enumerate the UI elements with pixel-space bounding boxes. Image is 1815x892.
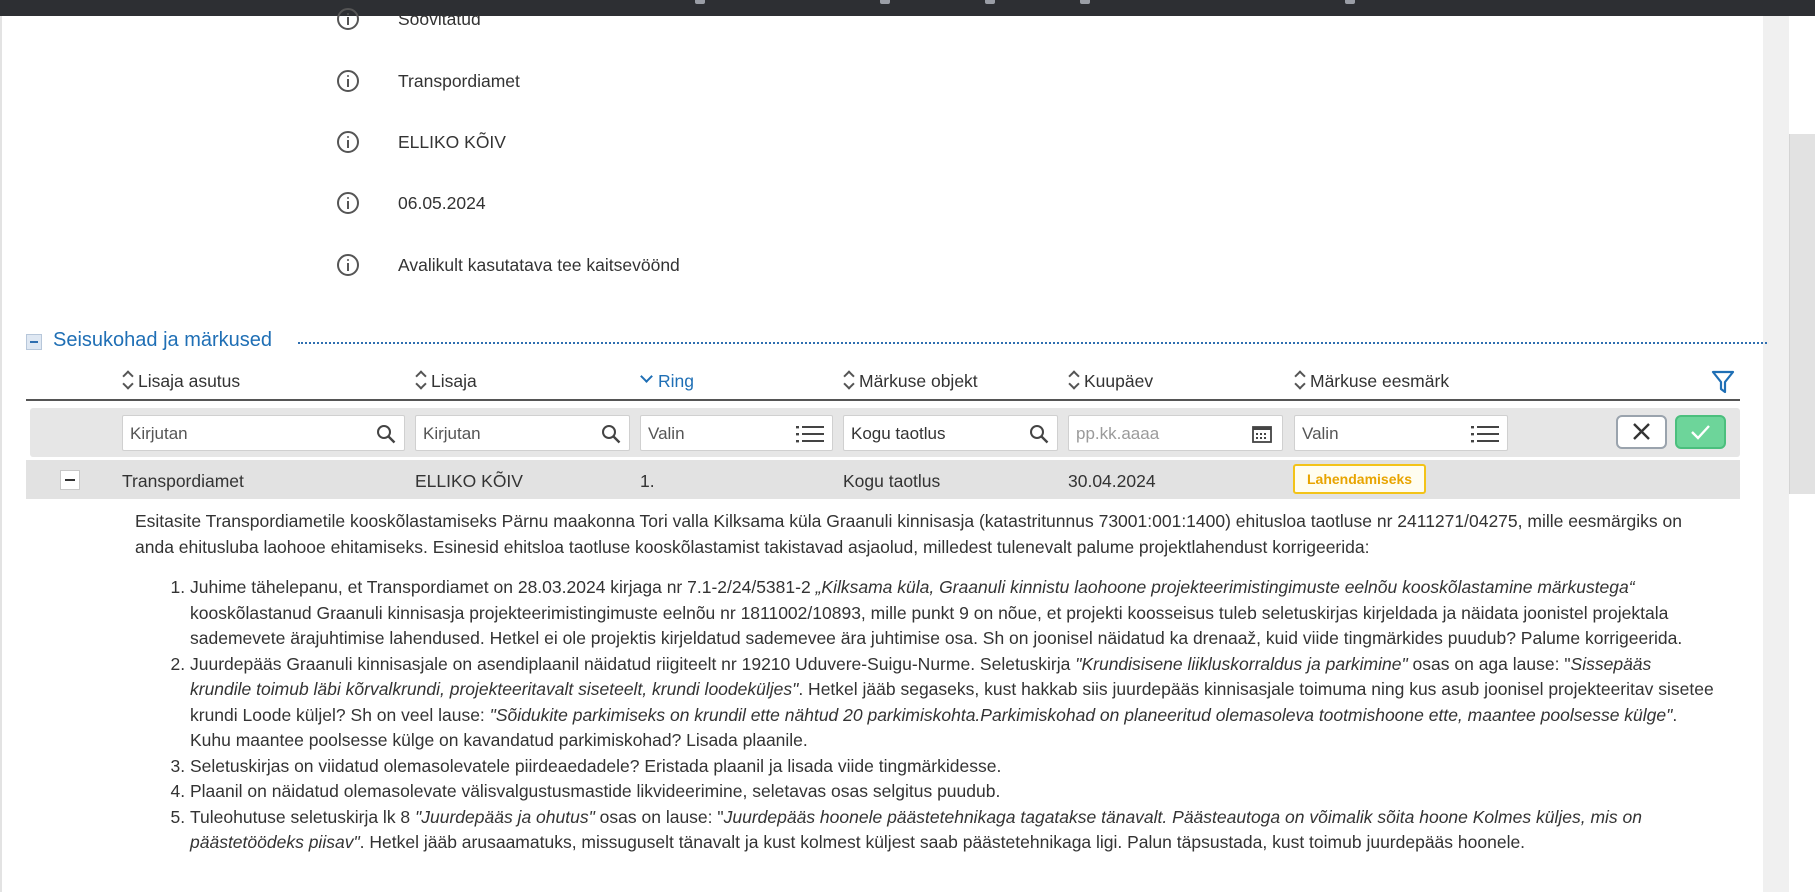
column-label: Märkuse objekt — [859, 371, 978, 391]
filter-placeholder: Kirjutan — [423, 424, 481, 443]
list-icon — [796, 425, 824, 443]
list-item: 1. Juhime tähelepanu, et Transpordiamet on 28.03.2024 kirjaga nr 7.1-2/24/5381-2 „Kilksama küla, Graanuli kinnistu laohoone projekteerimistingimuste eelnõu kooskõlastamine märkustega“ kooskõlastanud Graanuli kinnisasja projekteerimistingimuste eelnõu nr 1811002/10893, mille punkt 9 on nõue, et projekti koosseisus tuleb seletuskirjas kirjeldada ja näidata joonistel projektala sademevete ärajuhtimise lahendused. Hetkel ei ole projektis kirjeldatud sademevee ära juhtimise osa. Sh on joonisel näidatud ka drenaaž, kuid viide tingmärkides puudub? Palume korrigeerida. — [190, 575, 1715, 652]
filter-placeholder: pp.kk.aaaa — [1076, 424, 1160, 443]
field-value: Avalikult kasutatava tee kaitsevöönd — [398, 255, 680, 275]
calendar-icon[interactable] — [1252, 425, 1272, 443]
column-header-lisaja-asutus[interactable] — [122, 370, 240, 396]
field-row-approver — [0, 127, 1200, 157]
column-label: Kuupäev — [1084, 371, 1154, 391]
list-item: 3. Seletuskirjas on viidatud olemasolevatele piirdeaedadele? Eristada plaanil ja lisada viide tingmärkidesse. — [190, 754, 1715, 780]
field-value: ELLIKO KÕIV — [398, 132, 506, 152]
section-divider — [298, 342, 1767, 344]
sort-icon — [415, 370, 427, 390]
filter-icon[interactable] — [1711, 369, 1735, 395]
field-value: Transpordiamet — [398, 71, 520, 91]
cell-ring: 1. — [640, 471, 655, 491]
list-item: 5. Tuleohutuse seletuskirja lk 8 "Juurdepääs ja ohutus" osas on lause: "Juurdepääs hoonele päästetehnikaga tagatakse tänavalt. Päästeautoga on võimalik sõita hoone Kolmes küljes, mis on päästetöödeks piisav". Hetkel jääb arusaamatuks, missuguselt tänavalt ja kust kolmest küljest saab päästetehnikaga ligi. Palun täpsustada, kust toimub juurdepääs hoonele. — [190, 805, 1715, 856]
comment-intro: Esitasite Transpordiametile kooskõlastamiseks Pärnu maakonna Tori valla Kilksama küla Graanuli kinnisasja (katastritunnus 73001:001:1400) ehitusloa taotluse nr 2411271/04275, mille eesmärgiks on anda ehitusluba laohooe ehitamiseks. Esinesid ehitsloa taotluse kooskõlastamist takistavad asjaolud, milledest tulenevalt palume projektlahendust korrigeerida: — [135, 511, 1683, 557]
section-title[interactable]: Seisukohad ja märkused — [53, 329, 273, 351]
filter-eesmark-select[interactable] — [1294, 415, 1508, 451]
list-item: 2. Juurdepääs Graanuli kinnisasjale on asendiplaanil näidatud riigiteelt nr 19210 Uduvere-Suigu-Nurme. Seletuskirja "Krundisisene liikluskorraldus ja parkimine" osas on aga lause: "Sissepääs krundile toimub läbi kõrvalkrundi, projekteeritavalt siseteelt, krundi loodeküljes". Hetkel jääb segaseks, kust hakkab siis juurdepääs kinnisasjale toimuma ning kus asub joonisel projekteeritav sisetee krundi Loode küljel? Sh on veel lause: "Sõidukite parkimiseks on krundil ette nähtud 20 parkimiskohta.Parkimiskohad on planeeritud olemasoleva tootmishoone ette, maantee poolsesse külge". Kuhu maantee poolsesse külge on kavandatud parkimiskohad? Lisada plaanile. — [190, 652, 1715, 754]
scrollbar-track[interactable] — [1763, 16, 1789, 892]
close-icon — [1618, 417, 1665, 447]
field-row-agency — [0, 66, 1200, 96]
column-label: Lisaja asutus — [138, 371, 241, 391]
search-icon[interactable] — [376, 424, 396, 444]
section-header — [26, 328, 1740, 358]
info-icon[interactable] — [337, 254, 359, 276]
filter-placeholder: Kirjutan — [130, 424, 188, 443]
column-header-eesmark[interactable] — [1294, 370, 1449, 396]
filter-ring-select[interactable] — [640, 415, 833, 451]
info-icon[interactable] — [337, 131, 359, 153]
column-header-lisaja[interactable] — [415, 370, 477, 396]
column-label: Lisaja — [431, 371, 477, 391]
collapse-section-button[interactable] — [26, 334, 42, 350]
collapse-row-button[interactable] — [60, 470, 80, 490]
filter-placeholder: Valin — [1302, 424, 1339, 443]
comment-list — [135, 575, 1715, 856]
filter-value: Kogu taotlus — [851, 424, 946, 443]
column-label: Märkuse eesmärk — [1310, 371, 1450, 391]
filter-kuupaev-input[interactable] — [1068, 415, 1283, 451]
list-icon — [1471, 425, 1499, 443]
column-header-kuupaev[interactable] — [1068, 370, 1153, 396]
table-row[interactable] — [26, 460, 1740, 499]
sort-desc-icon — [640, 370, 654, 390]
comment-body — [135, 509, 1715, 856]
column-label: Ring — [658, 371, 694, 391]
cell-lisaja: ELLIKO KÕIV — [415, 471, 523, 491]
tab-glyph — [1345, 0, 1355, 4]
clear-filters-button[interactable] — [1616, 415, 1667, 449]
column-header-ring[interactable] — [640, 370, 694, 396]
cell-lisaja-asutus: Transpordiamet — [122, 471, 244, 491]
info-icon[interactable] — [337, 70, 359, 92]
scrollbar-thumb[interactable] — [1789, 134, 1815, 494]
column-header-objekt[interactable] — [843, 370, 978, 396]
header-divider — [26, 399, 1740, 401]
field-value: Soovitatud — [398, 9, 481, 29]
field-row-deadline — [0, 188, 1200, 218]
sort-icon — [843, 370, 855, 390]
filter-lisaja-input[interactable] — [415, 415, 630, 451]
filter-placeholder: Valin — [648, 424, 685, 443]
cell-objekt: Kogu taotlus — [843, 471, 941, 491]
search-icon[interactable] — [1029, 424, 1049, 444]
list-item: 4. Plaanil on näidatud olemasolevate välisvalgustusmastide likvideerimine, seletavas osas selgitus puudub. — [190, 779, 1715, 805]
cell-kuupaev: 30.04.2024 — [1068, 471, 1156, 491]
info-icon[interactable] — [337, 8, 359, 30]
info-icon[interactable] — [337, 192, 359, 214]
sort-icon — [122, 370, 134, 390]
filter-lisaja-asutus-input[interactable] — [122, 415, 405, 451]
field-value: 06.05.2024 — [398, 193, 486, 213]
check-icon — [1677, 417, 1724, 447]
search-icon[interactable] — [601, 424, 621, 444]
apply-filters-button[interactable] — [1675, 415, 1726, 449]
sort-icon — [1294, 370, 1306, 390]
field-row-reason — [0, 250, 1200, 280]
filter-objekt-input[interactable] — [843, 415, 1058, 451]
field-row-status — [0, 4, 1200, 34]
sort-icon — [1068, 370, 1080, 390]
status-badge: Lahendamiseks — [1293, 464, 1426, 494]
